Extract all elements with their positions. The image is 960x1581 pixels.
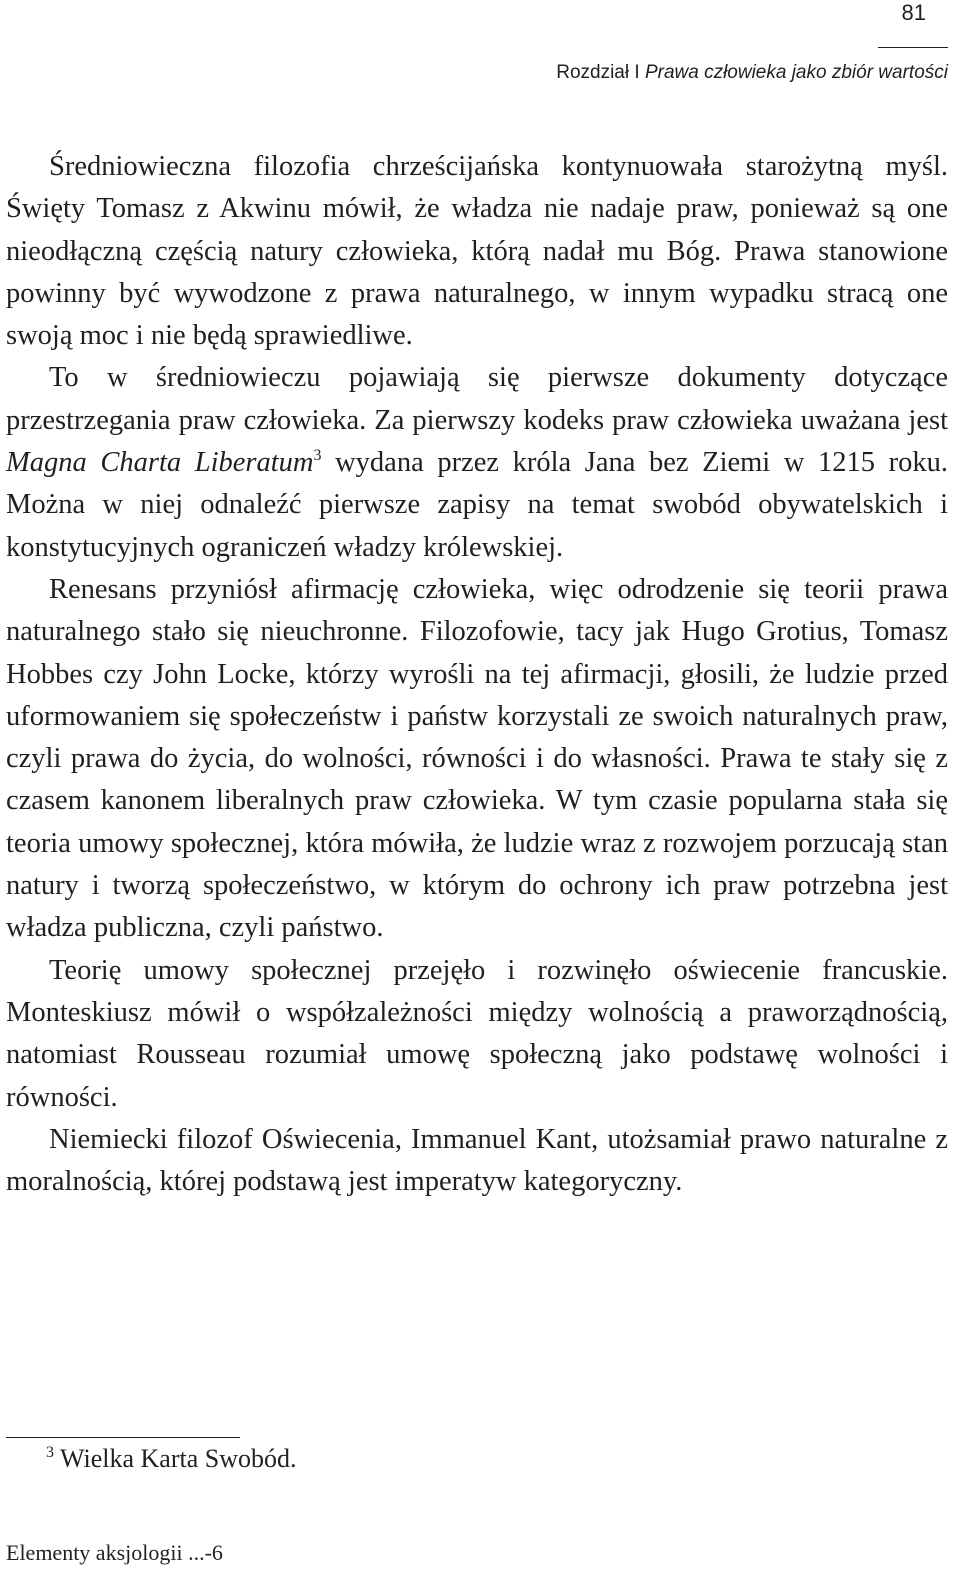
body-text — [6, 146, 948, 1203]
paragraph-5: Niemiecki filozof Oświecenia, Immanuel Kant, utożsamiał prawo naturalne z moralnością, której podstawą jest imperatyw kategoryczny. — [6, 1123, 948, 1198]
footnote-reference: 3 — [313, 447, 322, 465]
paragraph-4: Teorię umowy społecznej przejęło i rozwinęło oświecenie francuskie. Monteskiusz mówił o współzależności między wolnością a praworządnością, natomiast Rousseau rozumiał umowę społeczną jako podstawę wolności i równości. — [6, 954, 948, 1113]
footnote-text: Wielka Karta Swobód. — [60, 1444, 297, 1473]
imprint-signature: Elementy aksjologii ...-6 — [6, 1540, 223, 1565]
page-number: 81 — [901, 0, 926, 25]
paragraph-3: Renesans przyniósł afirmację człowieka, więc odrodzenie się teorii prawa naturalnego stało się nieuchronne. Filozofowie, tacy jak Hugo Grotius, Tomasz Hobbes czy John Locke, którzy wyrośli na tej afirmacji, głosili, że ludzie przed uformowaniem się społeczeństw i państw korzystali ze swoich naturalnych praw, czyli prawa do życia, do wolności, równości i do własności. Prawa te stały się z czasem kanonem liberalnych praw człowieka. W tym czasie popularna stała się teoria umowy społecznej, która mówiła, że ludzie wraz z rozwojem porzucają stan natury i tworzą społeczeństwo, w którym do ochrony ich praw potrzebna jest władza publiczna, czyli państwo. — [6, 573, 948, 944]
running-head-title: Prawa człowieka jako zbiór wartości — [644, 62, 948, 83]
paragraph-2-text-end: wydana przez króla Jana bez Ziemi w 1215 roku. Można w niej odnaleźć pierwsze zapisy na temat swobód obywatelskich i konstytucyjnych ograniczeń władzy królewskiej. — [6, 447, 948, 563]
running-head — [556, 60, 948, 86]
footnote-marker: 3 — [46, 1444, 54, 1461]
footnote — [46, 1443, 297, 1475]
document-title-italic: Magna Charta Liberatum — [6, 447, 314, 479]
paragraph-1: Średniowieczna filozofia chrześcijańska kontynuowała starożytną myśl. Święty Tomasz z Akwinu mówił, że władza nie nadaje praw, ponieważ są one nieodłączną częścią natury człowieka, którą nadał mu Bóg. Prawa stanowione powinny być wywodzone z prawa naturalnego, w innym wypadku stracą one swoją moc i nie będą sprawiedliwe. — [6, 151, 948, 352]
running-head-chapter: Rozdział I — [556, 62, 640, 83]
paragraph-2 — [6, 357, 948, 568]
footnote-rule — [6, 1437, 240, 1438]
header-rule — [878, 47, 948, 48]
paragraph-2-text-start: To w średniowieczu pojawiają się pierwsze dokumenty dotyczące przestrzegania praw człowieka. Za pierwszy kodeks praw człowieka uważana jest — [6, 362, 948, 436]
